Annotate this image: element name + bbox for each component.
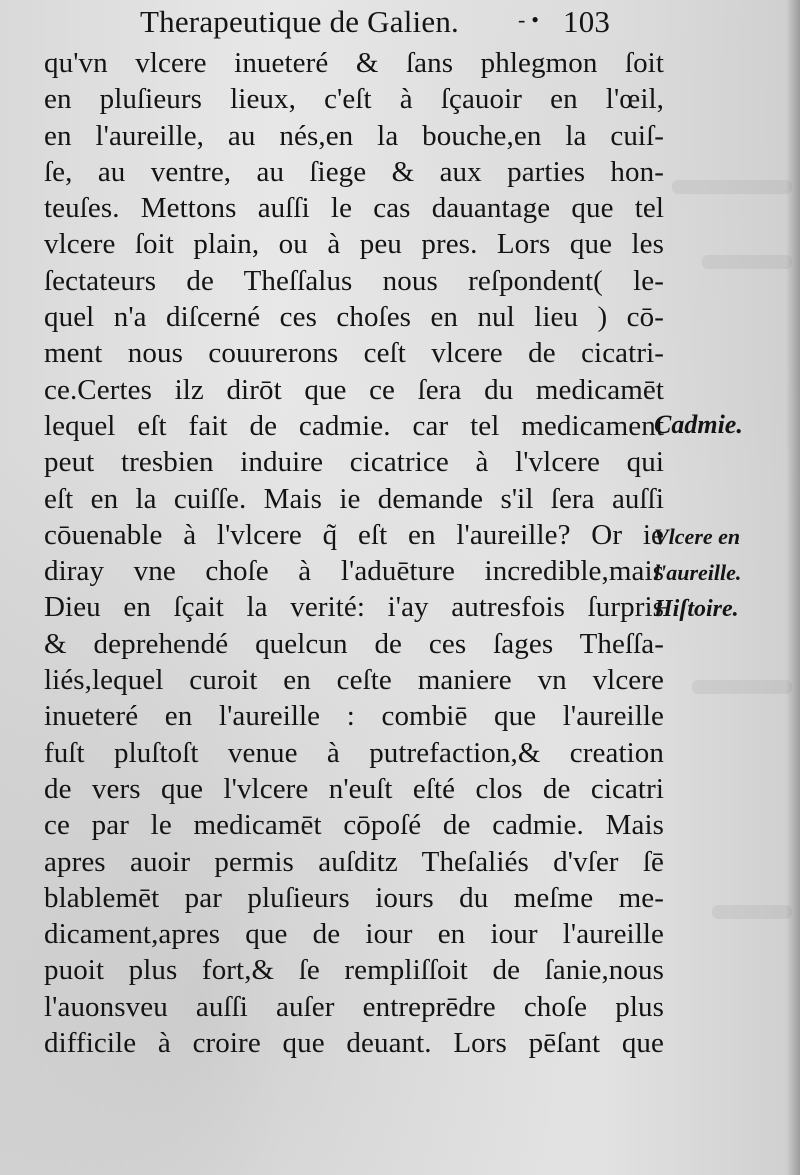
text-line: quel n'a diſcerné ces choſes en nul lieu ) cō- <box>44 301 664 334</box>
text-line: fuſt pluſtoſt venue à putrefaction,& creation <box>44 736 664 769</box>
text-line: cōuenable à l'vlcere q̃ eſt en l'aureille? Or ie <box>44 518 664 551</box>
margin-note-cadmie: Cadmie. <box>654 410 743 439</box>
text-line: en pluſieurs lieux, c'eſt à ſçauoir en l'œil, <box>44 83 664 116</box>
page-number: 103 <box>563 4 611 39</box>
header-dash: - • <box>518 7 540 32</box>
text-line: ce par le medicamēt cōpoſé de cadmie. Mais <box>44 809 664 842</box>
text-line: & deprehendé quelcun de ces ſages Theſſa- <box>44 627 664 660</box>
text-line: l'auonsveu auſſi auſer entreprēdre choſe plus <box>44 990 664 1023</box>
text-line: diray vne choſe à l'aduēture incredible,mais <box>44 555 664 588</box>
page-header <box>140 2 660 42</box>
text-line: difficile à croire que deuant. Lors pēſant que <box>44 1027 664 1060</box>
text-line: de vers que l'vlcere n'euſt eſté clos de cicatri <box>44 772 664 805</box>
text-line: liés,lequel curoit en ceſte maniere vn vlcere <box>44 664 664 697</box>
text-line: ſectateurs de Theſſalus nous reſpondent( le- <box>44 264 664 297</box>
text-line: Dieu en ſçait la verité: i'ay autresfois ſurpris <box>44 591 664 624</box>
text-line: ſe, au ventre, au ſiege & aux parties hon- <box>44 155 664 188</box>
text-line: inueteré en l'aureille : combiē que l'aureille <box>44 700 664 733</box>
margin-note-aureille: l'aureille. <box>654 560 742 585</box>
text-line: puoit plus fort,& ſe rempliſſoit de ſanie,nous <box>44 954 664 987</box>
text-line: ce.Certes ilz dirōt que ce ſera du medicamēt <box>44 373 664 406</box>
text-line: en l'aureille, au nés,en la bouche,en la cuiſ- <box>44 119 664 152</box>
margin-note-histoire: Hiſtoire. <box>654 596 739 622</box>
text-line: ment nous couurerons ceſt vlcere de cicatri- <box>44 337 664 370</box>
page-edge-shadow <box>786 0 800 1175</box>
text-line: dicament,apres que de iour en iour l'aureille <box>44 918 664 951</box>
text-line: eſt en la cuiſſe. Mais ie demande s'il ſera auſſi <box>44 482 664 515</box>
text-line: peut tresbien induire cicatrice à l'vlcere qui <box>44 446 664 479</box>
text-line: teuſes. Mettons auſſi le cas dauantage que tel <box>44 192 664 225</box>
text-line: apres auoir permis auſditz Theſaliés d'vſer ſē <box>44 845 664 878</box>
margin-note-ulcere: Vlcere en <box>654 524 741 549</box>
running-title: Therapeutique de Galien. <box>140 4 459 39</box>
body-text <box>44 45 664 1061</box>
text-line: lequel eſt fait de cadmie. car tel medicament <box>44 409 664 442</box>
text-line: vlcere ſoit plain, ou à peu pres. Lors que les <box>44 228 664 261</box>
margin-notes <box>654 0 800 1175</box>
text-line: blablemēt par pluſieurs iours du meſme me- <box>44 881 664 914</box>
text-line: qu'vn vlcere inueteré & ſans phlegmon ſoit <box>44 47 664 79</box>
